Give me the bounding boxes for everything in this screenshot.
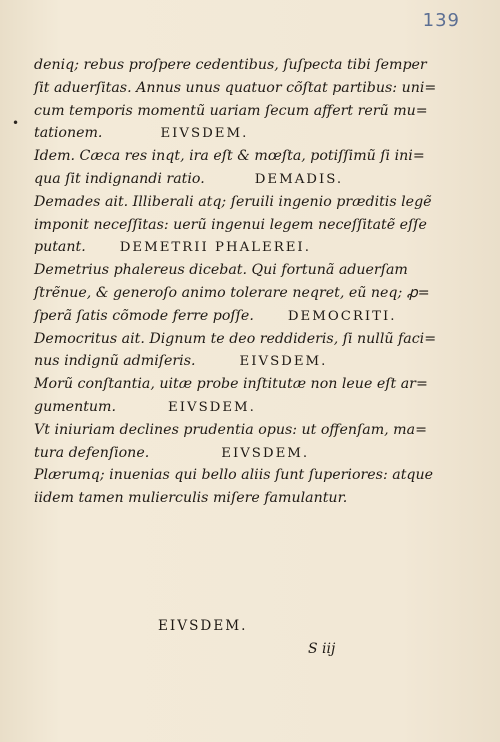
signature-mark: S iij [308, 641, 336, 657]
marginal-mark: • [12, 116, 20, 130]
text-line-15: Morũ conſtantia, uitæ probe inſtitutæ non leue eſt ar= [34, 376, 428, 393]
section-heading-eiusdem-2: EIVSDEM. [239, 354, 328, 370]
section-heading-democriti: DEMOCRITI. [287, 308, 397, 324]
text-line-13: Democritus ait. Dignum te deo reddideris, ſi nullũ faci= [34, 330, 437, 347]
folio-number: 139 [422, 10, 460, 31]
final-heading: EIVSDEM. [158, 618, 248, 634]
section-heading-eiusdem-3: EIVSDEM. [168, 399, 256, 415]
section-heading-demetrii-phalerei: DEMETRII PHALEREI. [119, 240, 311, 256]
text-line-5: Idem. Cæca res inqt, ira eſt & mœſta, potiſſimũ ſi ini= [34, 148, 425, 165]
text-line-12: ſperã ſatis cõmode ferre poſſe. DEMOCRITI. [34, 307, 397, 324]
text-line-4: tationem. EIVSDEM. [34, 125, 249, 142]
text-line-2: ſit aduerſitas. Annus unus quatuor cõſtat partibus: uni= [34, 79, 437, 96]
section-heading-eiusdem-4: EIVSDEM. [221, 445, 310, 461]
text-line-14: nus indignũ admiſeris. EIVSDEM. [34, 353, 328, 370]
section-heading-eiusdem-1: EIVSDEM. [160, 126, 249, 142]
text-line-6: qua ſit indignandi ratio. DEMADIS. [34, 170, 344, 187]
text-line-16: gumentum. EIVSDEM. [34, 398, 256, 415]
text-line-8: imponit neceſſitas: uerũ ingenui legem neceſſitatẽ eſſe [34, 216, 427, 233]
text-line-9: putant. DEMETRII PHALEREI. [34, 239, 311, 256]
text-line-18: tura defenſione. EIVSDEM. [34, 444, 310, 461]
section-heading-demadis: DEMADIS. [254, 171, 344, 187]
text-line-3: cum temporis momentũ uariam ſecum affert rerũ mu= [34, 102, 428, 119]
text-line-11: ſtrẽnue, & generoſo animo tolerare neqret, eũ neq; ꝓ= [34, 284, 430, 301]
text-line-1: deniq; rebus proſpere cedentibus, ſuſpecta tibi ſemper [34, 57, 427, 73]
text-line-17: Vt iniuriam declines prudentia opus: ut offenſam, ma= [34, 421, 427, 438]
text-line-19: Plærumq; inuenias qui bello aliis ſunt ſuperiores: atque [34, 467, 434, 484]
text-line-10: Demetrius phalereus dicebat. Qui fortunã aduerſam [34, 262, 408, 279]
text-line-20: iidem tamen mulierculis miſere famulantur. [34, 490, 348, 507]
text-line-7: Demades ait. Illiberali atq; ſeruili ingenio præditis legẽ [34, 193, 432, 210]
page-text [34, 54, 454, 510]
